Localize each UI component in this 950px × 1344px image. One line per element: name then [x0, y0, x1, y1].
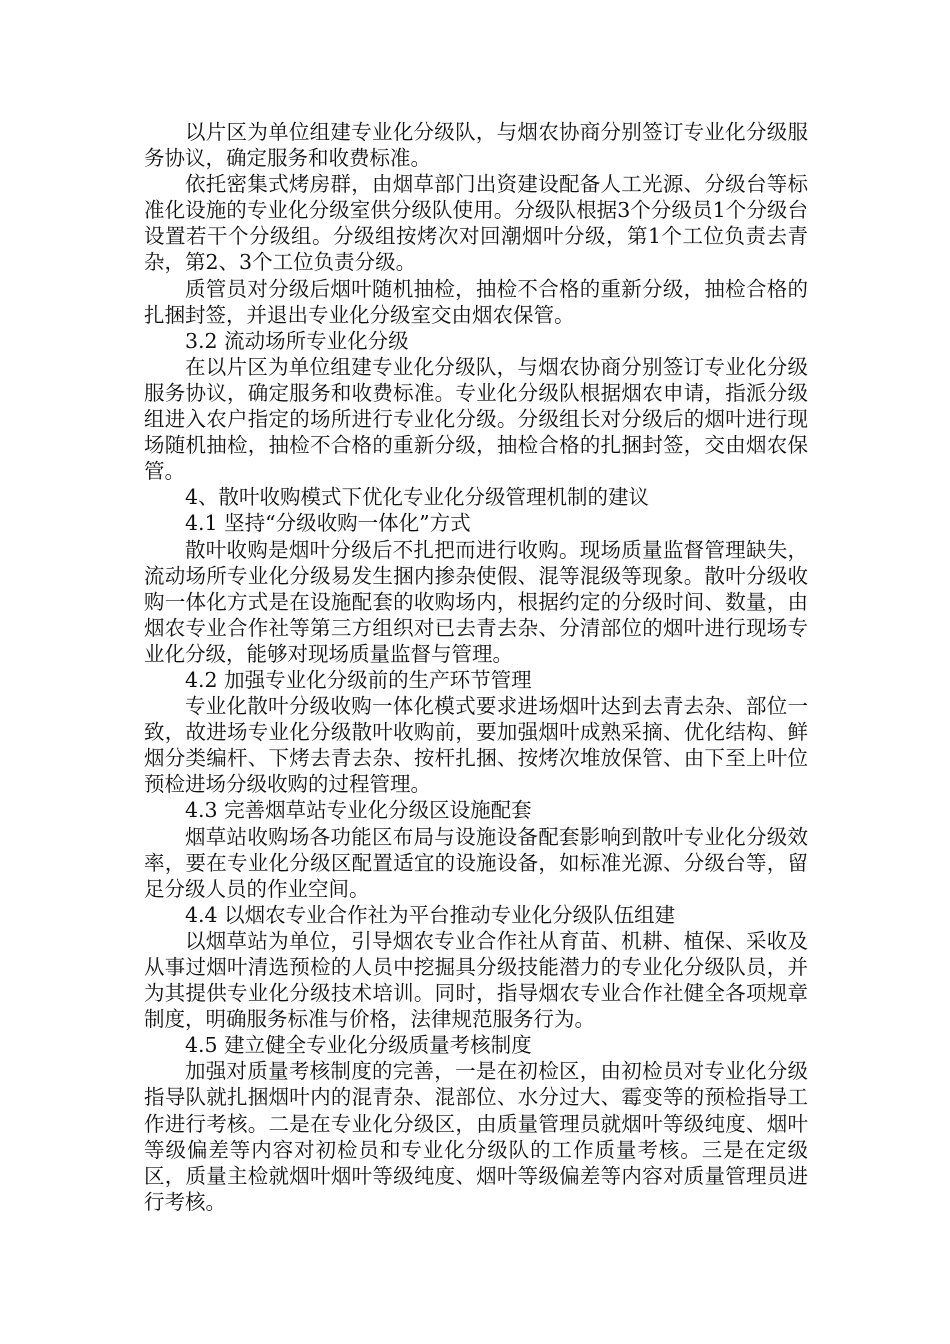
section-heading: 4.3 完善烟草站专业化分级区设施配套 — [185, 798, 532, 823]
paragraph: 依托密集式烤房群，由烟草部门出资建设配备人工光源、分级台等标准化设施的专业化分级室供分级队使用。分级队根据3个分级员1个分级台设置若干个分级组。分级组按烤次对回潮烟叶分级，第1个工位负责去青杂，第2、3个工位负责分级。 — [144, 172, 808, 275]
section-heading: 4、散叶收购模式下优化专业化分级管理机制的建议 — [185, 485, 650, 510]
section-heading: 3.2 流动场所专业化分级 — [185, 328, 409, 353]
paragraph: 以片区为单位组建专业化分级队，与烟农协商分别签订专业化分级服务协议，确定服务和收费标准。 — [144, 120, 808, 171]
section-heading: 4.2 加强专业化分级前的生产环节管理 — [185, 667, 532, 692]
paragraph: 以烟草站为单位，引导烟农专业合作社从育苗、机耕、植保、采收及从事过烟叶清选预检的人员中挖掘具分级技能潜力的专业化分级队员，并为其提供专业化分级技术培训。同时，指导烟农专业合作社健全各项规章制度，明确服务标准与价格，法律规范服务行为。 — [144, 928, 808, 1032]
paragraph: 在以片区为单位组建专业化分级队，与烟农协商分别签订专业化分级服务协议，确定服务和收费标准。专业化分级队根据烟农申请，指派分级组进入农户指定的场所进行专业化分级。分级组长对分级后的烟叶进行现场随机抽检，抽检不合格的重新分级，抽检合格的扎捆封签，交由烟农保管。 — [144, 354, 808, 484]
section-heading: 4.1 坚持“分级收购一体化”方式 — [185, 511, 471, 536]
paragraph: 散叶收购是烟叶分级后不扎把而进行收购。现场质量监督管理缺失，流动场所专业化分级易发生捆内掺杂使假、混等混级等现象。散叶分级收购一体化方式是在设施配套的收购场内，根据约定的分级时间、数量，由烟农专业合作社等第三方组织对已去青去杂、分清部位的烟叶进行现场专业化分级，能够对现场质量监督与管理。 — [144, 537, 808, 666]
paragraph: 专业化散叶分级收购一体化模式要求进场烟叶达到去青去杂、部位一致，故进场专业化分级散叶收购前，要加强烟叶成熟采摘、优化结构、鲜烟分类编杆、下烤去青去杂、按杆扎捆、按烤次堆放保管、由下至上叶位预检进场分级收购的过程管理。 — [144, 694, 808, 797]
paragraph: 质管员对分级后烟叶随机抽检，抽检不合格的重新分级，抽检合格的扎捆封签，并退出专业化分级室交由烟农保管。 — [144, 276, 808, 327]
section-heading: 4.4 以烟农专业合作社为平台推动专业化分级队伍组建 — [185, 902, 676, 927]
paragraph: 烟草站收购场各功能区布局与设施设备配套影响到散叶专业化分级效率，要在专业化分级区配置适宜的设施设备，如标准光源、分级台等，留足分级人员的作业空间。 — [144, 824, 808, 901]
section-heading: 4.5 建立健全专业化分级质量考核制度 — [185, 1033, 532, 1058]
document-body — [144, 119, 808, 1215]
paragraph: 加强对质量考核制度的完善，一是在初检区，由初检员对专业化分级指导队就扎捆烟叶内的混青杂、混部位、水分过大、霉变等的预检指导工作进行考核。二是在专业化分级区，由质量管理员就烟叶等级纯度、烟叶等级偏差等内容对初检员和专业化分级队的工作质量考核。三是在定级区，质量主检就烟叶烟叶等级纯度、烟叶等级偏差等内容对质量管理员进行考核。 — [144, 1059, 808, 1214]
